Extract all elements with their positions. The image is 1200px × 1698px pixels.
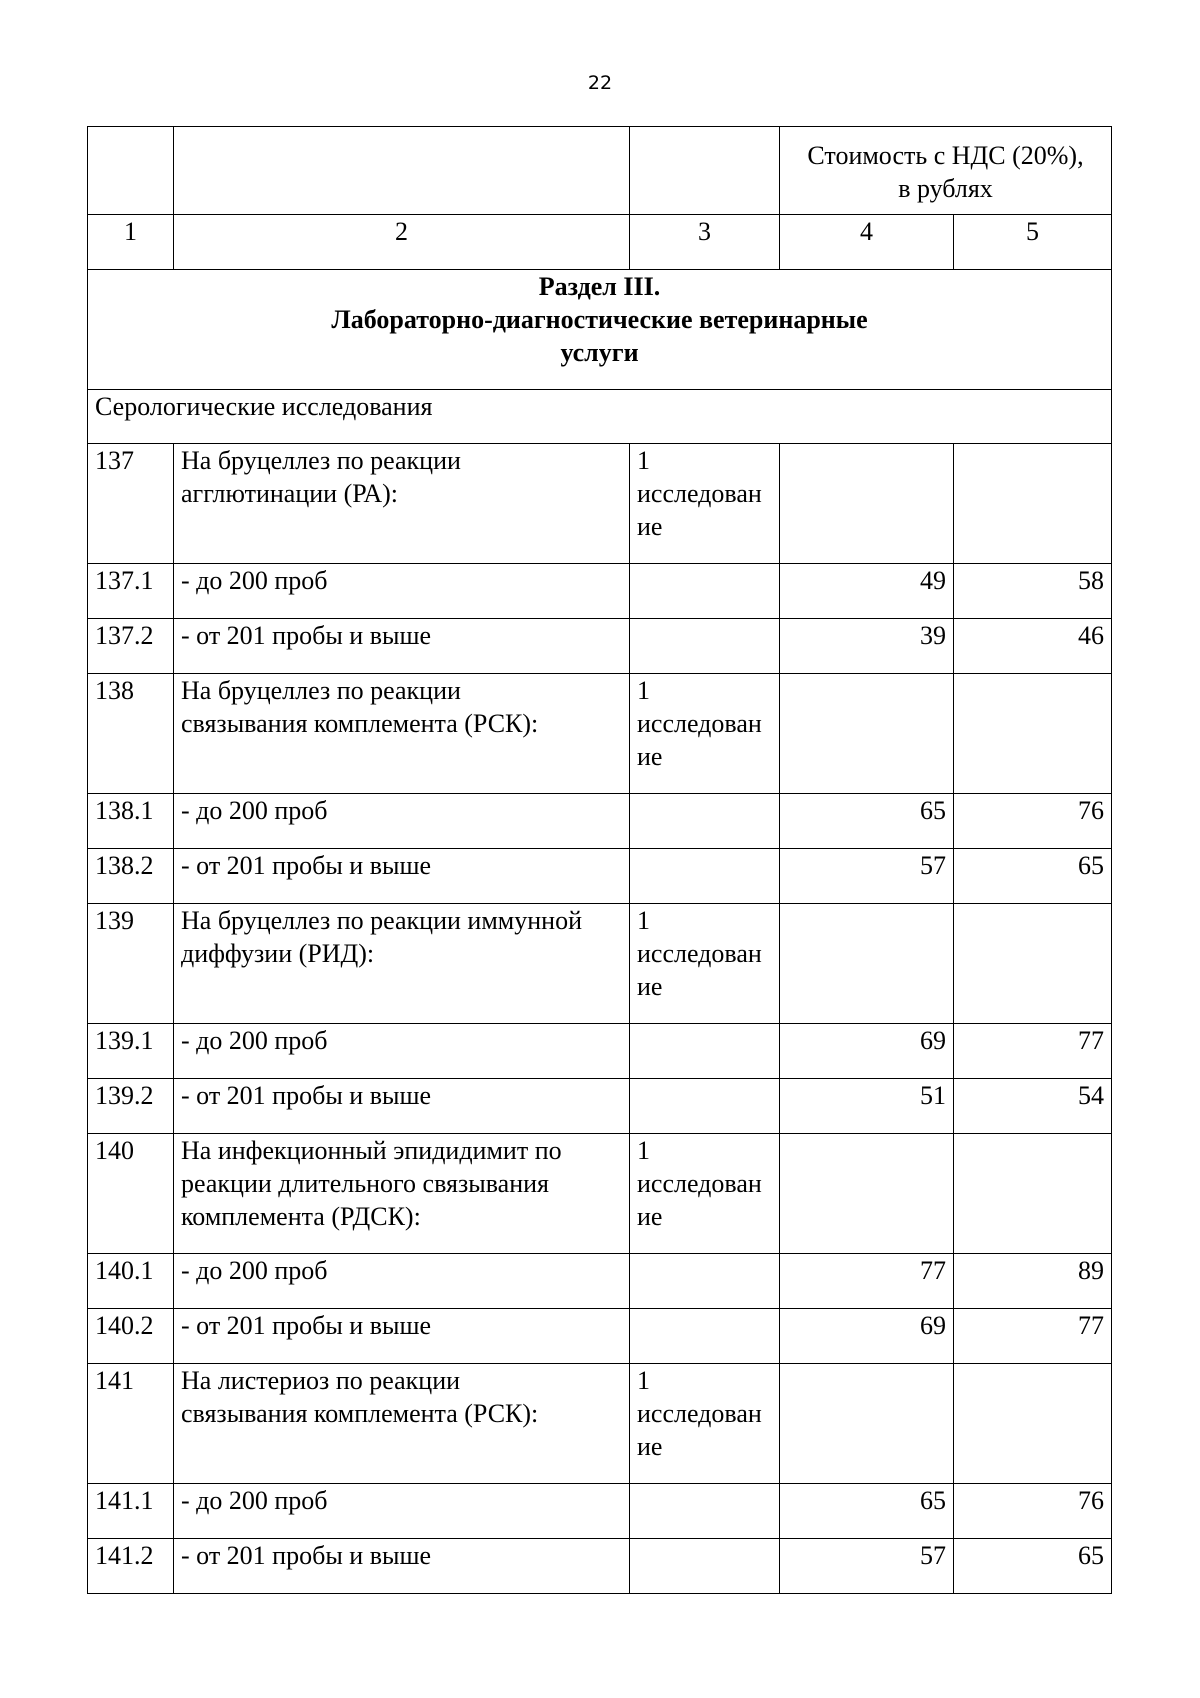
price-cell-empty bbox=[780, 904, 954, 1024]
service-unit-line: исследован bbox=[637, 479, 762, 508]
service-subrow bbox=[88, 564, 1112, 619]
price-without-vat: 65 bbox=[780, 1484, 954, 1539]
tariff-table bbox=[87, 126, 1112, 1594]
service-name bbox=[174, 904, 630, 1024]
header-cell-empty bbox=[630, 127, 780, 215]
service-code: 141 bbox=[88, 1364, 174, 1484]
service-name-line: На бруцеллез по реакции иммунной bbox=[181, 906, 582, 935]
subrow-name: - до 200 проб bbox=[174, 794, 630, 849]
price-without-vat: 65 bbox=[780, 794, 954, 849]
service-name-line: комплемента (РДСК): bbox=[181, 1202, 421, 1231]
price-without-vat: 57 bbox=[780, 1539, 954, 1594]
group-title: Серологические исследования bbox=[88, 390, 1112, 444]
service-row bbox=[88, 674, 1112, 794]
price-cell-empty bbox=[954, 674, 1112, 794]
price-without-vat: 69 bbox=[780, 1309, 954, 1364]
service-row bbox=[88, 904, 1112, 1024]
cost-header-subtitle: в рублях bbox=[898, 173, 993, 203]
subrow-unit-empty bbox=[630, 619, 780, 674]
subrow-code: 138.1 bbox=[88, 794, 174, 849]
service-unit-line: исследован bbox=[637, 939, 762, 968]
subrow-name: - от 201 пробы и выше bbox=[174, 1539, 630, 1594]
service-unit-line: 1 bbox=[637, 1136, 650, 1165]
subrow-unit-empty bbox=[630, 1309, 780, 1364]
section-name-line: Лабораторно-диагностические ветеринарные bbox=[331, 305, 868, 334]
service-name-line: На инфекционный эпидидимит по bbox=[181, 1136, 562, 1165]
service-unit-line: исследован bbox=[637, 709, 762, 738]
service-subrow bbox=[88, 1539, 1112, 1594]
subrow-name: - до 200 проб bbox=[174, 1024, 630, 1079]
service-unit-line: ие bbox=[637, 512, 663, 541]
service-unit-line: исследован bbox=[637, 1399, 762, 1428]
subrow-name: - до 200 проб bbox=[174, 1484, 630, 1539]
subrow-code: 140.1 bbox=[88, 1254, 174, 1309]
price-cell-empty bbox=[954, 1364, 1112, 1484]
service-subrow bbox=[88, 794, 1112, 849]
price-with-vat: 65 bbox=[954, 1539, 1112, 1594]
service-name-line: На бруцеллез по реакции bbox=[181, 446, 461, 475]
price-cell-empty bbox=[780, 1134, 954, 1254]
service-row bbox=[88, 444, 1112, 564]
price-with-vat: 58 bbox=[954, 564, 1112, 619]
service-subrow bbox=[88, 619, 1112, 674]
subrow-unit-empty bbox=[630, 1539, 780, 1594]
service-unit-line: 1 bbox=[637, 906, 650, 935]
subrow-code: 138.2 bbox=[88, 849, 174, 904]
service-unit-line: 1 bbox=[637, 446, 650, 475]
service-unit-line: исследован bbox=[637, 1169, 762, 1198]
cost-header bbox=[780, 127, 1112, 215]
service-code: 137 bbox=[88, 444, 174, 564]
service-unit-line: 1 bbox=[637, 676, 650, 705]
subrow-unit-empty bbox=[630, 849, 780, 904]
service-unit bbox=[630, 904, 780, 1024]
price-cell-empty bbox=[954, 444, 1112, 564]
service-unit bbox=[630, 1134, 780, 1254]
price-without-vat: 49 bbox=[780, 564, 954, 619]
service-name-line: На бруцеллез по реакции bbox=[181, 676, 461, 705]
subrow-code: 139.2 bbox=[88, 1079, 174, 1134]
subrow-code: 139.1 bbox=[88, 1024, 174, 1079]
service-code: 139 bbox=[88, 904, 174, 1024]
header-cell-empty bbox=[174, 127, 630, 215]
column-number: 4 bbox=[780, 215, 954, 270]
subrow-code: 137.1 bbox=[88, 564, 174, 619]
column-number-row bbox=[88, 215, 1112, 270]
header-cell-empty bbox=[88, 127, 174, 215]
subrow-name: - до 200 проб bbox=[174, 1254, 630, 1309]
section-number: Раздел III. bbox=[538, 272, 661, 301]
service-unit bbox=[630, 674, 780, 794]
service-name-line: На листериоз по реакции bbox=[181, 1366, 461, 1395]
price-cell-empty bbox=[954, 1134, 1112, 1254]
subrow-unit-empty bbox=[630, 1079, 780, 1134]
service-row bbox=[88, 1364, 1112, 1484]
service-unit-line: ие bbox=[637, 1432, 663, 1461]
service-code: 138 bbox=[88, 674, 174, 794]
price-with-vat: 77 bbox=[954, 1024, 1112, 1079]
subrow-name: - от 201 пробы и выше bbox=[174, 1079, 630, 1134]
section-title-row bbox=[88, 270, 1112, 390]
subrow-unit-empty bbox=[630, 564, 780, 619]
price-with-vat: 76 bbox=[954, 794, 1112, 849]
price-without-vat: 51 bbox=[780, 1079, 954, 1134]
service-subrow bbox=[88, 1024, 1112, 1079]
service-subrow bbox=[88, 849, 1112, 904]
service-subrow bbox=[88, 1484, 1112, 1539]
service-name-line: реакции длительного связывания bbox=[181, 1169, 549, 1198]
group-title-row bbox=[88, 390, 1112, 444]
subrow-code: 141.2 bbox=[88, 1539, 174, 1594]
column-number: 3 bbox=[630, 215, 780, 270]
service-subrow bbox=[88, 1309, 1112, 1364]
service-name-line: агглютинации (РА): bbox=[181, 479, 399, 508]
service-code: 140 bbox=[88, 1134, 174, 1254]
service-name-line: связывания комплемента (РСК): bbox=[181, 1399, 539, 1428]
price-cell-empty bbox=[780, 674, 954, 794]
column-number: 1 bbox=[88, 215, 174, 270]
service-unit bbox=[630, 444, 780, 564]
service-subrow bbox=[88, 1254, 1112, 1309]
subrow-unit-empty bbox=[630, 1254, 780, 1309]
cost-header-title: Стоимость с НДС (20%), bbox=[807, 140, 1084, 170]
subrow-code: 141.1 bbox=[88, 1484, 174, 1539]
service-name bbox=[174, 1364, 630, 1484]
price-cell-empty bbox=[954, 904, 1112, 1024]
subrow-name: - от 201 пробы и выше bbox=[174, 849, 630, 904]
service-name bbox=[174, 674, 630, 794]
price-cell-empty bbox=[780, 1364, 954, 1484]
service-unit-line: ие bbox=[637, 742, 663, 771]
service-name bbox=[174, 444, 630, 564]
service-subrow bbox=[88, 1079, 1112, 1134]
page-number: 22 bbox=[587, 72, 613, 94]
service-unit bbox=[630, 1364, 780, 1484]
subrow-code: 140.2 bbox=[88, 1309, 174, 1364]
header-row bbox=[88, 127, 1112, 215]
subrow-code: 137.2 bbox=[88, 619, 174, 674]
subrow-name: - до 200 проб bbox=[174, 564, 630, 619]
service-unit-line: 1 bbox=[637, 1366, 650, 1395]
service-name-line: диффузии (РИД): bbox=[181, 939, 375, 968]
section-title bbox=[88, 270, 1112, 390]
price-with-vat: 46 bbox=[954, 619, 1112, 674]
section-name-line: услуги bbox=[560, 338, 639, 367]
service-name bbox=[174, 1134, 630, 1254]
price-with-vat: 77 bbox=[954, 1309, 1112, 1364]
price-without-vat: 39 bbox=[780, 619, 954, 674]
service-row bbox=[88, 1134, 1112, 1254]
price-with-vat: 76 bbox=[954, 1484, 1112, 1539]
price-without-vat: 69 bbox=[780, 1024, 954, 1079]
service-unit-line: ие bbox=[637, 1202, 663, 1231]
price-with-vat: 65 bbox=[954, 849, 1112, 904]
subrow-name: - от 201 пробы и выше bbox=[174, 619, 630, 674]
price-with-vat: 89 bbox=[954, 1254, 1112, 1309]
service-unit-line: ие bbox=[637, 972, 663, 1001]
price-cell-empty bbox=[780, 444, 954, 564]
service-name-line: связывания комплемента (РСК): bbox=[181, 709, 539, 738]
price-with-vat: 54 bbox=[954, 1079, 1112, 1134]
subrow-unit-empty bbox=[630, 1024, 780, 1079]
subrow-unit-empty bbox=[630, 794, 780, 849]
price-without-vat: 57 bbox=[780, 849, 954, 904]
column-number: 5 bbox=[954, 215, 1112, 270]
subrow-name: - от 201 пробы и выше bbox=[174, 1309, 630, 1364]
column-number: 2 bbox=[174, 215, 630, 270]
price-without-vat: 77 bbox=[780, 1254, 954, 1309]
subrow-unit-empty bbox=[630, 1484, 780, 1539]
